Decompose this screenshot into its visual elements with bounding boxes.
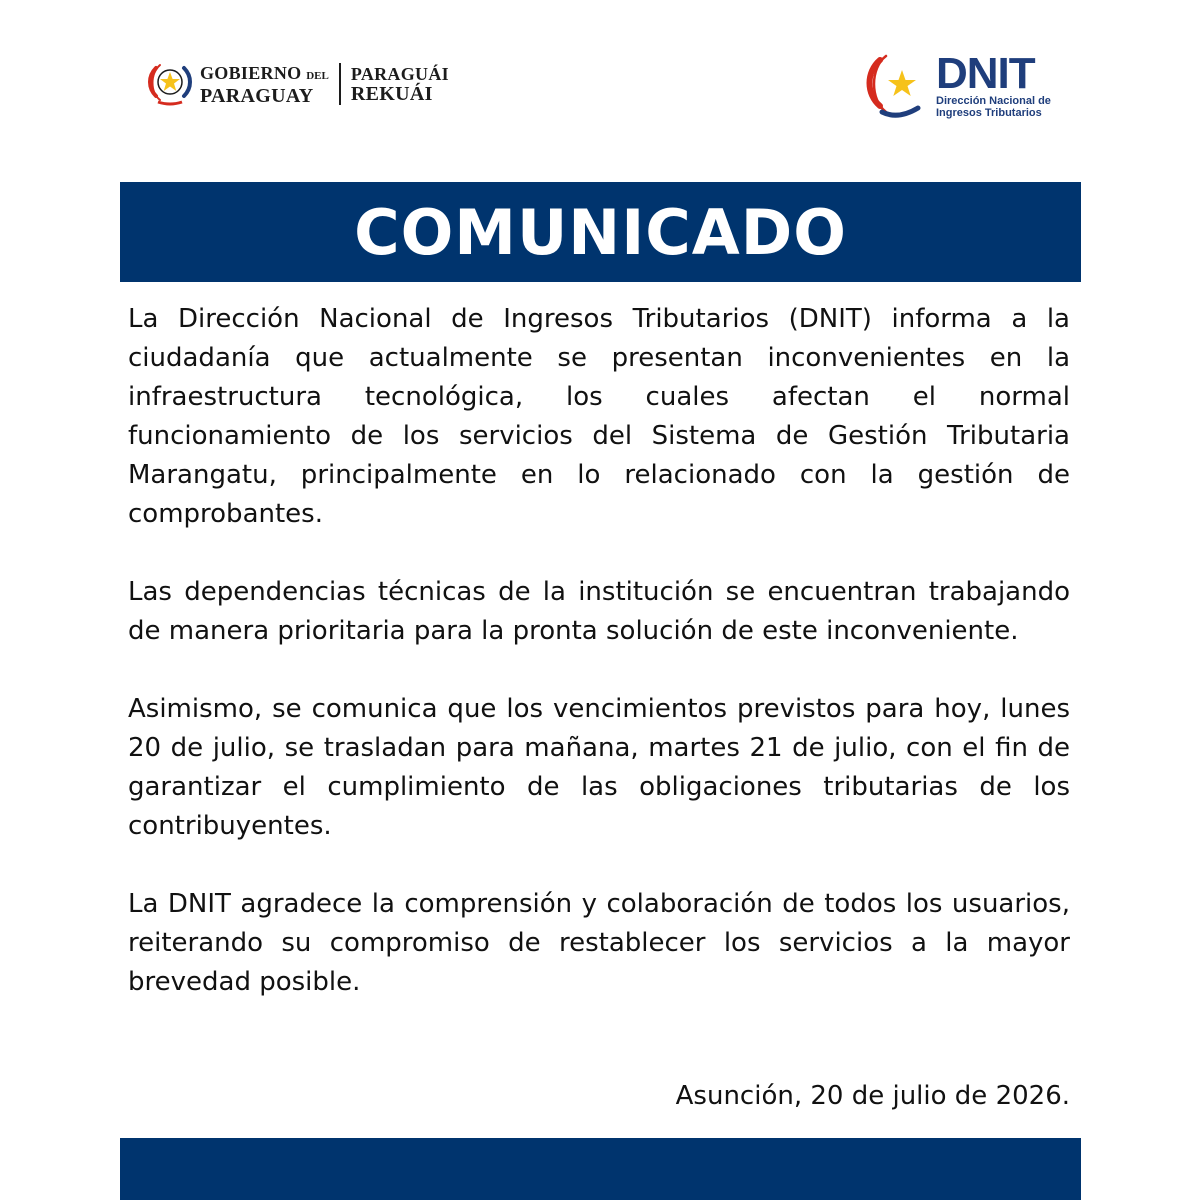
gov-logo-paraguai: PARAGUÁI	[350, 64, 449, 84]
gov-logo-rekuai: REKUÁI	[350, 83, 433, 105]
dnit-subtitle-line1: Dirección Nacional de	[936, 95, 1051, 107]
gov-logo-paraguay: PARAGUAY	[200, 84, 314, 107]
dnit-seal-icon	[862, 50, 934, 122]
paragraph-1: La Dirección Nacional de Ingresos Tributarios (DNIT) informa a la ciudadanía que actualmente se presentan inconvenientes en la infraestructura tecnológica, los cuales afectan el normal funcionamiento de los servicios del Sistema de Gestión Tributaria Marangatu, principalmente en lo relacionado con la gestión de comprobantes.	[128, 304, 1070, 529]
dnit-subtitle-line2: Ingresos Tributarios	[936, 107, 1042, 119]
gov-logo-del: DEL	[306, 69, 329, 82]
title-banner	[120, 182, 1081, 282]
announcement-body	[128, 300, 1070, 1041]
page-title: COMUNICADO	[354, 195, 847, 269]
paragraph-3: Asimismo, se comunica que los vencimientos previstos para hoy, lunes 20 de julio, se trasladan para mañana, martes 21 de julio, con el fin de garantizar el cumplimiento de las obligaciones tributarias de los contribuyentes.	[128, 694, 1070, 841]
paragraph-4: La DNIT agradece la comprensión y colaboración de todos los usuarios, reiterando su compromiso de restablecer los servicios a la mayor brevedad posible.	[128, 889, 1070, 997]
paragraph-2: Las dependencias técnicas de la institución se encuentran trabajando de manera prioritaria para la pronta solución de este inconveniente.	[128, 577, 1070, 646]
dnit-logo-text	[936, 49, 1051, 119]
gov-logo-divider	[339, 63, 341, 105]
gov-logo-right-text	[351, 64, 449, 104]
footer-bar	[120, 1138, 1081, 1200]
dnit-logo	[862, 50, 1051, 122]
gobierno-paraguay-logo	[146, 62, 449, 106]
gov-logo-gobierno: GOBIERNO	[200, 62, 302, 83]
date-signoff: Asunción, 20 de julio de 2026.	[675, 1081, 1070, 1111]
paraguay-seal-icon	[146, 60, 194, 108]
dnit-acronym: DNIT	[936, 49, 1035, 98]
gov-logo-left-text	[200, 63, 329, 106]
